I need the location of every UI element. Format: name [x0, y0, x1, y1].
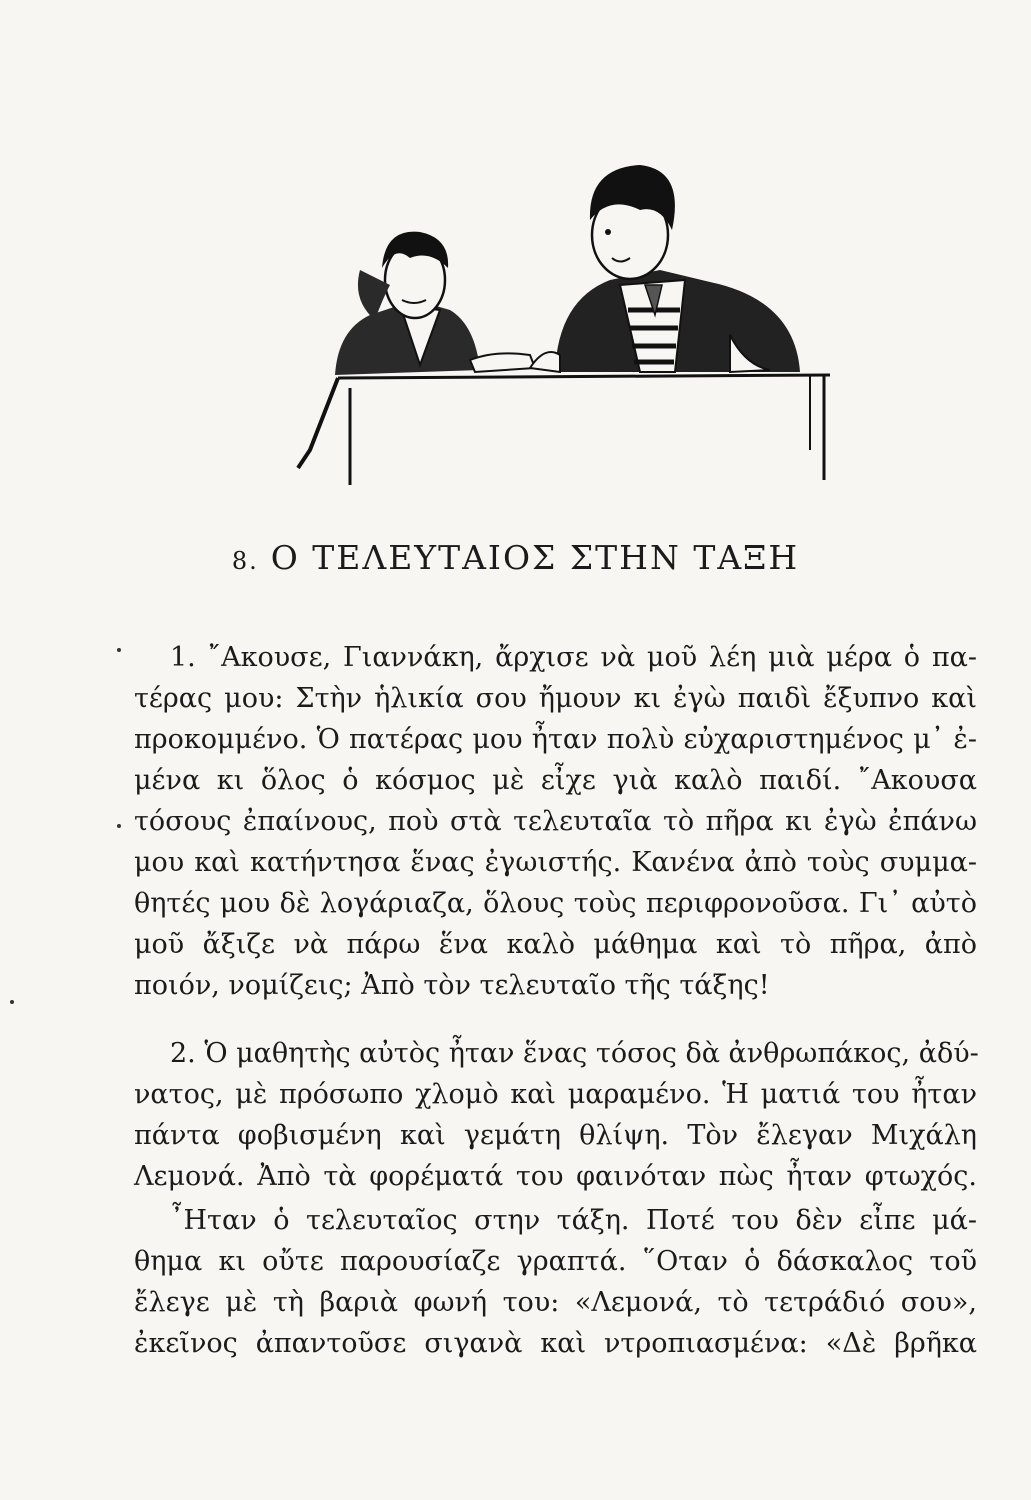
text-line: τέρας μου: Στὴν ἡλικία σου ἤμουν κι ἐγὼ παιδὶ ἔξυπνο καὶ	[134, 683, 977, 714]
text-line: μοῦ ἄξιζε νὰ πάρω ἕνα καλὸ μάθημα καὶ τὸ πῆρα, ἀπὸ	[134, 929, 977, 960]
chapter-title	[0, 538, 1031, 577]
chapter-title-text: Ο ΤΕΛΕΥΤΑΙΟΣ ΣΤΗΝ ΤΑΞΗ	[270, 538, 800, 577]
text-line: τόσους ἐπαίνους, ποὺ στὰ τελευταῖα τὸ πῆρα κι ἐγὼ ἐπάνω	[134, 806, 977, 837]
text-line: 1. ῎Ακουσε, Γιαννάκη, ἄρχισε νὰ μοῦ λέη μιὰ μέρα ὁ πα-	[170, 642, 977, 673]
margin-dot	[117, 648, 121, 652]
tired-boy-drawing	[335, 232, 535, 375]
text-line: ἐκεῖνος ἀπαντοῦσε σιγανὰ καὶ ντροπιασμένα: «Δὲ βρῆκα	[134, 1328, 977, 1359]
text-line: ῏Ηταν ὁ τελευταῖος στην τάξη. Ποτέ του δὲν εἶπε μά-	[170, 1205, 977, 1236]
text-line: ποιόν, νομίζεις; Ἀπὸ τὸν τελευταῖο τῆς τάξης!	[134, 970, 770, 1001]
margin-dot	[10, 1000, 14, 1004]
text-line: μου καὶ κατήντησα ἕνας ἐγωιστής. Κανένα ἀπὸ τοὺς συμμα-	[134, 847, 977, 878]
text-line: ἔλεγε μὲ τὴ βαριὰ φωνή του: «Λεμονά, τὸ τετράδιό σου»,	[134, 1287, 977, 1318]
text-line: νατος, μὲ πρόσωπο χλομὸ καὶ μαραμένο. Ἡ ματιά του ἦταν	[134, 1079, 977, 1110]
text-line: 2. Ὁ μαθητὴς αὐτὸς ἦταν ἕνας τόσος δὰ ἀνθρωπάκος, ἀδύ-	[170, 1038, 979, 1069]
desk-drawing	[298, 375, 830, 485]
schoolboys-illustration	[290, 150, 830, 490]
chapter-number: 8.	[231, 547, 259, 575]
margin-dot	[117, 824, 121, 828]
text-line: θητές μου δὲ λογάριαζα, ὅλους τοὺς περιφρονοῦσα. Γι᾿ αὐτὸ	[134, 888, 977, 919]
text-line: Λεμονά. Ἀπὸ τὰ φορέματά του φαινόταν πὼς ἦταν φτωχός.	[134, 1161, 977, 1192]
text-line: πάντα φοβισμένη καὶ γεμάτη θλίψη. Τὸν ἔλεγαν Μιχάλη	[134, 1120, 977, 1151]
smiling-boy-drawing	[530, 165, 800, 372]
text-line: προκομμένο. Ὁ πατέρας μου ἦταν πολὺ εὐχαριστημένος μ᾿ ἐ-	[134, 724, 977, 755]
text-line: μένα κι ὅλος ὁ κόσμος μὲ εἶχε γιὰ καλὸ παιδί. ῎Ακουσα	[134, 765, 977, 796]
text-line: θημα κι οὔτε παρουσίαζε γραπτά. ῞Οταν ὁ δάσκαλος τοῦ	[134, 1246, 977, 1277]
